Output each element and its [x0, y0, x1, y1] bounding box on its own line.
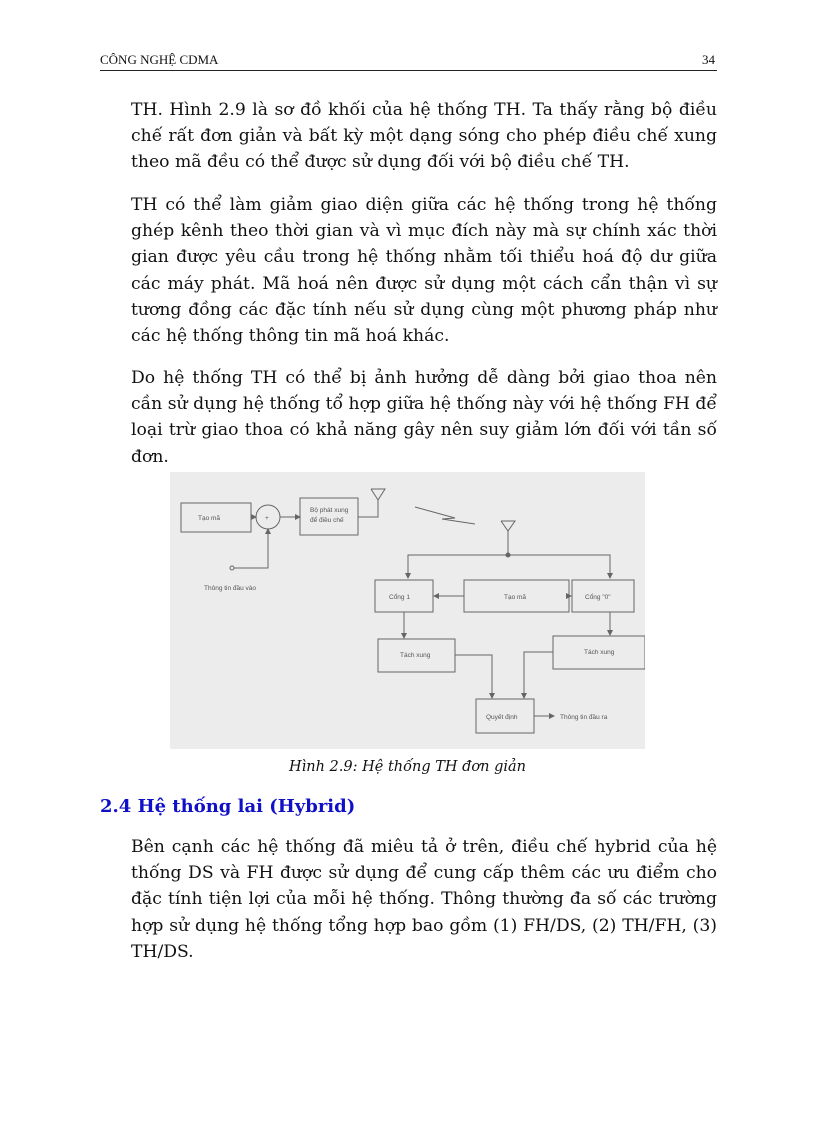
- label-pulse-detector-1: Tách xung: [400, 652, 431, 659]
- page-header: [100, 52, 717, 71]
- wireless-link: [415, 507, 475, 524]
- label-code-gen-rx: Tạo mã: [504, 594, 527, 601]
- section-paragraph: Bên cạnh các hệ thống đã miêu tả ở trên, điều chế hybrid của hệ thống DS và FH được sử dụng để cung cấp thêm các ưu điểm cho đặc tính tiện lợi của mỗi hệ thống. Thông thường đa số các trường hợp sử dụng hệ thống tổng hợp bao gồm (1) FH/DS, (2) TH/FH, (3) TH/DS.: [131, 837, 717, 962]
- label-output-info: Thông tin đầu ra: [560, 714, 608, 721]
- page-number: 34: [702, 52, 715, 67]
- label-pulse-mod-1: Bộ phát xung: [310, 507, 349, 514]
- figure-caption: Hình 2.9: Hệ thống TH đơn giản: [288, 759, 526, 775]
- label-gate-0: Cổng "0": [585, 594, 611, 601]
- label-pulse-mod-2: để điều chế: [310, 517, 344, 524]
- label-adder: +: [265, 515, 269, 522]
- paragraph-3: Do hệ thống TH có thể bị ảnh hưởng dễ dàng bởi giao thoa nên cần sử dụng hệ thống tổ hợp giữa hệ thống này với hệ thống FH để loại trừ giao thoa có khả năng gây nên suy giảm lớn đối với tần số đơn.: [131, 368, 717, 467]
- tx-antenna-icon: [371, 489, 385, 500]
- label-gate-1: Cổng 1: [389, 594, 410, 601]
- paragraph-1: TH. Hình 2.9 là sơ đồ khối của hệ thống TH. Ta thấy rằng bộ điều chế rất đơn giản và bất kỳ một dạng sóng cho phép điều chế xung theo mã đều có thể được sử dụng đối với bộ điều chế TH.: [131, 100, 717, 173]
- label-input-info: Thông tin đầu vào: [204, 585, 257, 592]
- paragraph-2: TH có thể làm giảm giao diện giữa các hệ thống trong hệ thống ghép kênh theo thời gian và vì mục đích này mà sự chính xác thời gian được yêu cầu trong hệ thống nhằm tối thiểu hoá độ dư giữa các máy phát. Mã hoá nên được sử dụng một cách cẩn thận vì sự tương đồng các đặc tính nếu sử dụng cùng một phương pháp như các hệ thống thông tin mã hoá khác.: [131, 195, 717, 347]
- rx-antenna-icon: [501, 521, 515, 531]
- label-code-gen-tx: Tạo mã: [198, 515, 221, 522]
- header-title: CÔNG NGHỆ CDMA: [100, 52, 219, 67]
- label-pulse-detector-2: Tách xung: [584, 649, 615, 656]
- label-decision: Quyết định: [486, 714, 518, 721]
- figure-th-system-diagram: [170, 472, 645, 749]
- section-heading: 2.4 Hệ thống lai (Hybrid): [100, 796, 356, 817]
